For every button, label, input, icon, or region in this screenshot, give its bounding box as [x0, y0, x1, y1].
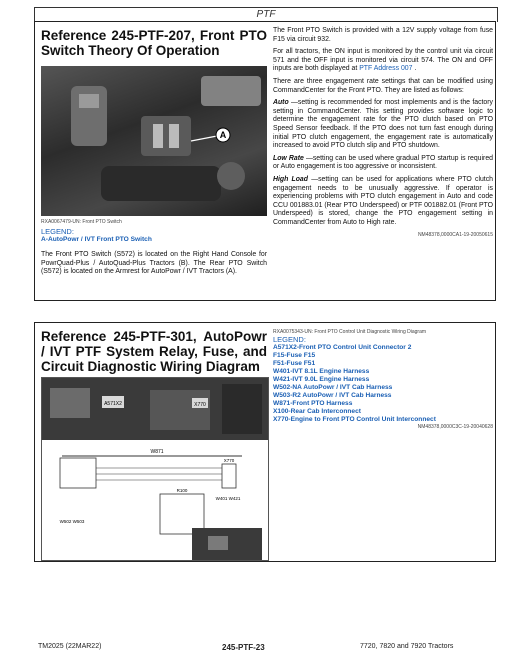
page-header: PTF	[34, 7, 498, 22]
wiring-diagram-illustration	[42, 378, 268, 560]
reference-code: NM48378,0000CA1-19-20050615	[417, 232, 493, 239]
legend-label: LEGEND:	[273, 335, 306, 344]
image-reference: RXA0075343-UN: Front PTO Control Unit Diagnostic Wiring Diagram	[273, 329, 427, 335]
diagram-label: R100	[176, 488, 188, 493]
diagram-label: W502 W503	[59, 519, 85, 524]
switch-location-text: The Front PTO Switch (S572) is located on the Right Hand Console for PowrQuad-Plus / AutoQuad-Plus Tractors (B). The Rear PTO Switch (S572) is located on the Armrest for AutoPowr / IVT Tractors (A).	[41, 251, 267, 276]
supply-paragraph: The Front PTO Switch is provided with a 12V supply voltage from fuse F15 via circuit 932.	[273, 27, 493, 43]
legend-item: W871-Front PTO Harness	[273, 400, 353, 407]
legend-item: W502-NA AutoPowr / IVT Cab Harness	[273, 384, 393, 391]
inputs-paragraph: For all tractors, the ON input is monitored by the control unit via circuit 571 and the OFF input is monitored via circuit 574. The ON and OFF inputs are both displayed at PTF Address 007 .	[273, 48, 493, 73]
legend-item: A-AutoPowr / IVT Front PTO Switch	[41, 236, 152, 243]
high-load-paragraph: High Load —setting can be used for applications where PTO clutch engagement needs to be unusually aggressive. If operator is experiencing problems with PTO clutch engagement in Auto and code CCU 001883.01 (Rear PTO Underspeed) or PTF 001882.01 (Front PTO Underspeed) is stored, change the PTO engagement setting in CommandCenter from Auto to High rate.	[273, 175, 493, 226]
diagram-label: W871	[150, 449, 164, 455]
legend-item: A571X2-Front PTO Control Unit Connector 2	[273, 344, 412, 351]
ptf-address-link[interactable]: PTF Address 007	[359, 65, 413, 73]
section-wiring-diagram	[34, 322, 496, 562]
footer-page-number: 245-PTF-23	[222, 643, 265, 652]
front-pto-switch-photo	[41, 66, 267, 216]
footer-models: 7720, 7820 and 7920 Tractors	[360, 643, 454, 650]
wiring-legend-column	[273, 329, 493, 430]
rates-paragraph: There are three engagement rate settings that can be modified using CommandCenter for the Front PTO. They are listed as follows:	[273, 77, 493, 94]
low-rate-paragraph: Low Rate —setting can be used where gradual PTO startup is required or Auto engagement is too aggressive or inconsistent.	[273, 154, 493, 171]
image-reference: RXA0067479-UN: Front PTO Switch	[41, 219, 122, 225]
diagram-label: X770	[223, 458, 235, 463]
legend-item: F51-Fuse F51	[273, 360, 316, 367]
auto-paragraph: Auto —setting is recommended for most implements and is the factory setting in CommandCenter. This setting provides software logic to determine the engagement rate for the PTO clutch based on PTO Speed Sensor feedback. If the PTO does not turn fast enough during initial PTO clutch engagement, the engagement rate is automatically increased to avoid PTO clutch slip and PTO shutdown.	[273, 99, 493, 150]
diagram-label: X770	[194, 402, 206, 408]
diagram-label: W401 W421	[215, 496, 241, 501]
section-title: Reference 245-PTF-207, Front PTO Switch Theory Of Operation	[41, 28, 267, 58]
legend-item: W421-IVT 9.0L Engine Harness	[273, 376, 370, 383]
footer-manual-id: TM2025 (22MAR22)	[38, 643, 102, 650]
legend-item: F15-Fuse F15	[273, 352, 316, 359]
reference-code: NM48378,0000C3C-19-20040628	[417, 424, 493, 430]
wiring-diagram-photo	[41, 377, 269, 561]
legend-label: LEGEND:	[41, 227, 74, 236]
theory-text-column	[273, 27, 493, 240]
section-title: Reference 245-PTF-301, AutoPowr / IVT PTF System Relay, Fuse, and Circuit Diagnostic Wiring Diagram	[41, 329, 267, 374]
legend-item: X770-Engine to Front PTO Control Unit Interconnect	[273, 416, 436, 423]
legend-item: X100-Rear Cab Interconnect	[273, 408, 361, 415]
legend-item: W401-IVT 8.1L Engine Harness	[273, 368, 370, 375]
photo-callout-a: A	[219, 130, 227, 140]
legend-item: W503-R2 AutoPowr / IVT Cab Harness	[273, 392, 392, 399]
diagram-label: A571X2	[104, 401, 122, 407]
section-front-pto-switch	[34, 21, 496, 301]
photo-illustration	[41, 66, 267, 216]
